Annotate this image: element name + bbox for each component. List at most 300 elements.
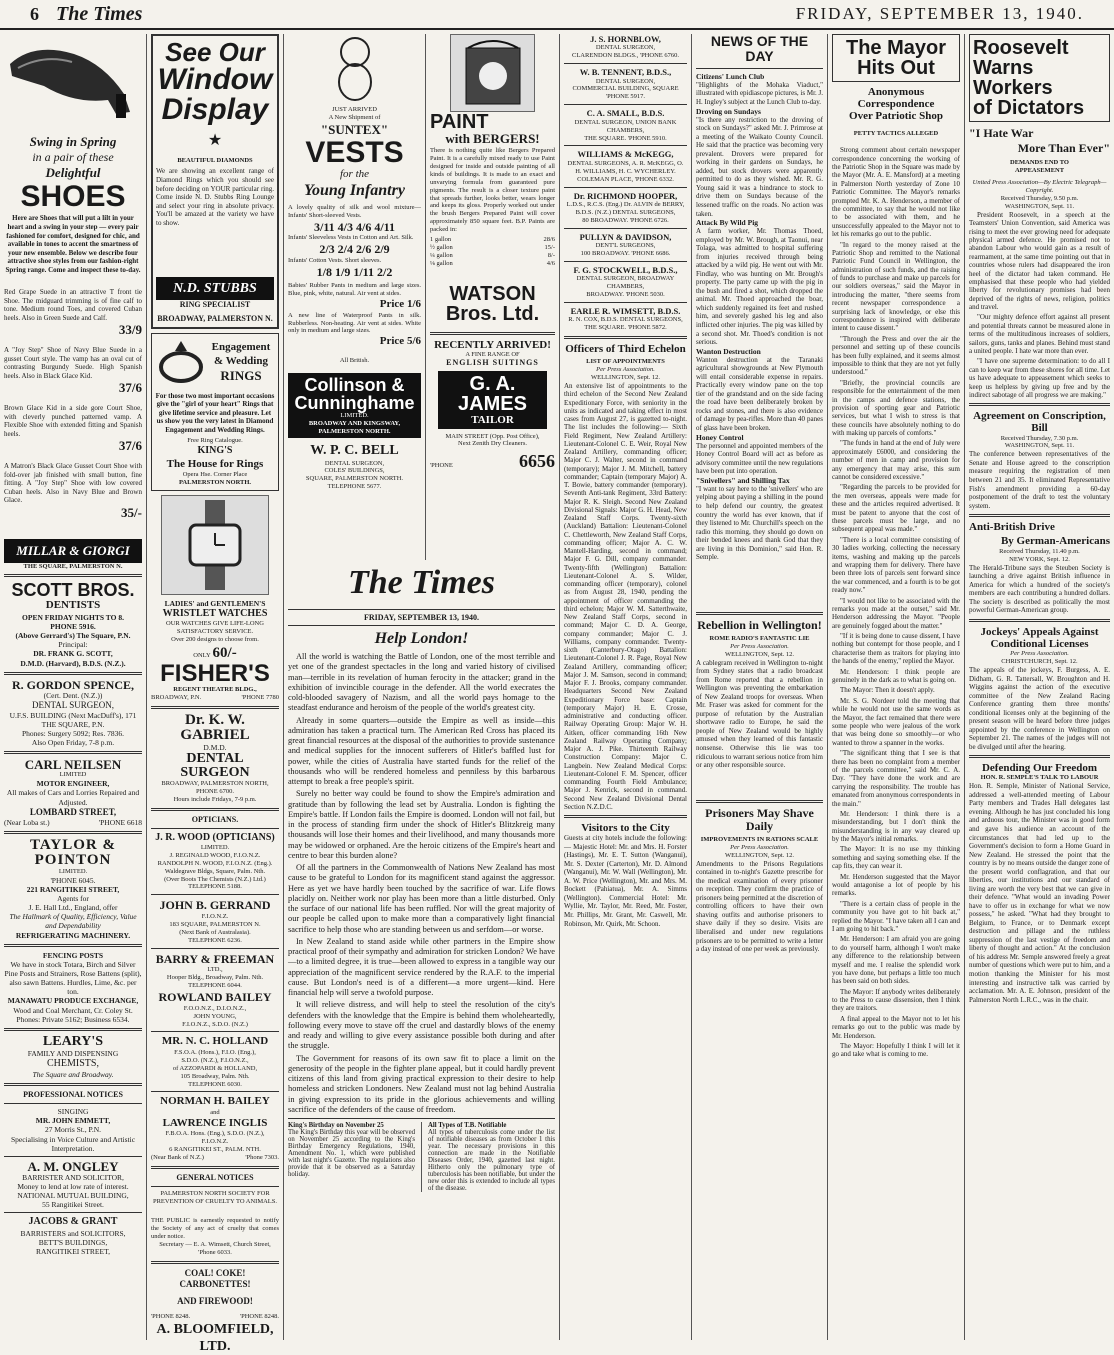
roosevelt-para: "I have one supreme determination: to do all I can to keep war from these shores for all time. Let us have adequate to appeasement which seeks to keep us helpless by giving up free and by the indirect sabotage of all progress we are making." <box>969 357 1110 399</box>
wood-line: J. REGINALD WOOD, F.I.O.N.Z. <box>169 851 261 859</box>
coal-line: 'PHONE 8248. <box>239 1313 279 1320</box>
column-7 <box>828 34 964 1340</box>
holland-line: 105 Broadway, Palm. Nth. <box>180 1072 250 1080</box>
stubbs-logo: N.D. STUBBS <box>156 277 274 300</box>
scott-line: PHONE 5916. <box>50 622 96 631</box>
leary-name: LEARY'S <box>42 1033 104 1049</box>
jockeys-text: The appeals of the jockeys, F. Burgess, A. E. Didham, G. R. Tattersall, W. Broughton and H. Wiggins against the action of the executive committee of the New Zealand Racing Conference granting them three months' conditional licenses only at the beginning of the present season will be heard before three judges appointed by the conference in Wellington on September 21. The names of the judges will not be divulged until after the hearing. <box>969 666 1110 751</box>
anti-british-received: Received Thursday, 11.40 p.m. <box>999 547 1080 555</box>
jockeys-dateline: CHRISTCHURCH, Sept. 12. <box>1001 658 1078 666</box>
paint-qty: ⅛ gallon <box>430 259 453 267</box>
leader-title: Help London! <box>374 630 469 647</box>
spca-line: PALMERSTON NORTH SOCIETY FOR PREVENTION OF CRUELTY TO ANIMALS. <box>152 1189 278 1205</box>
jacobs-grant-ad <box>4 1216 142 1256</box>
paint-qty: ½ gallon <box>430 244 453 252</box>
spence-line: Also Open Friday, 7-8 p.m. <box>31 738 115 748</box>
leader-masthead: The Times <box>348 564 495 601</box>
barry-name: BARRY & FREEMAN <box>155 951 275 966</box>
mayor-title: Hits Out <box>857 57 935 79</box>
conscription-text: The conference between representatives of the Senate and House agreed to the conscription measure requiring the registration of men between 21 and 35. It eliminated Representative Fish's amendment providing a 60-day postponement of the draft to test the voluntary system. <box>969 450 1110 510</box>
rebellion-title: Rebellion in Wellington! <box>697 617 822 632</box>
bell-ad <box>288 442 421 491</box>
recent-line: ENGLISH SUITINGS <box>446 358 539 367</box>
mayor-headline <box>832 34 960 82</box>
window-line-3: Display <box>161 93 269 126</box>
news-item-text: The personnel and appointed members of the Honey Control Board will act as before as advisory committee until the new regulations have been put into operation. <box>696 441 823 476</box>
officers-press: Per Press Association. <box>596 366 655 374</box>
officers-title: Officers of Third Echelon <box>565 343 686 356</box>
jacobs-name: JACOBS & GRANT <box>28 1216 118 1228</box>
mayor-para: "Briefly, the provincial councils are responsible for the entertainment of the men in the camps and defence stations, the provision of sporting gear and Patriotic services, but what I wish to stress is that these councils have absolutely nothing to do with making up parcels of comforts." <box>832 378 960 438</box>
mayor-para: "If it is being done to cause dissent, I have nothing but contempt for those people, and I characterise them as traitors for playing into the hands of the enemy," replied the Mayor. <box>832 632 960 666</box>
bell-line: COLES' BUILDINGS, <box>324 467 385 475</box>
tb-title: All Types of T.B. Notifiable <box>428 1122 507 1129</box>
shoe-item-3: Brown Glace Kid in a side gore Court Shoe, with cleverly punched patterned vamp. A Flexible Shoe with extended fitting and Spanish heels. <box>4 404 142 438</box>
dental-sub: DENTAL SURGEON, <box>595 77 656 85</box>
collinson-logo <box>288 373 421 439</box>
anti-british-text: The Herald-Tribune says the Steuben Society is launching a drive against British influence in America for which a hundred of the society's members are each contributing a hundred dollars. The society is described as politically the most powerful German-American group. <box>969 563 1110 615</box>
mayor-para: "Regarding the parcels to be provided for the men overseas, appeals were made for these and the articles required advertised. It must be patent to anyone that the cost of these parcels must be large, and no subsequent appeal was made." <box>832 483 960 534</box>
taylor-name: TAYLOR & POINTON <box>30 836 116 868</box>
scott-bros-ad <box>4 581 142 667</box>
suntex-line: JUST ARRIVED <box>332 106 377 114</box>
fencing-line: MANAWATU PRODUCE EXCHANGE, <box>7 996 139 1006</box>
suntex-line: for the <box>339 167 370 180</box>
paint-price: 4/6 <box>546 259 555 267</box>
ongley-line: NATIONAL MUTUAL BUILDING, <box>17 1191 129 1201</box>
ongley-name: A. M. ONGLEY <box>27 1158 119 1174</box>
opticians-title: OPTICIANS. <box>191 814 239 824</box>
mayor-para: The Mayor: If anybody writes deliberately to the Press to cause dissension, then I think they are traitors. <box>832 987 960 1013</box>
news-item-heading: Attack By Wild Pig <box>696 218 759 228</box>
leader-para: The Government for reasons of its own saw fit to place a limit on the generosity of the people in the fighter plane appeal, but it could hardly prevent citizens of this land from giving practical expression to their desire to help homeless and stricken Londoners. New Zealand must not lag behind Australia in giving expression to its pride in the glorious achievements and willing sacrifice of the defenders of the cause of freedom. <box>288 1053 555 1114</box>
anti-british-dateline: NEW YORK, Sept. 12. <box>1009 555 1070 563</box>
shoe-item-2: A "Joy Step" Shoe of Navy Blue Suede in a gusset Court style. The vamp has an oval cut of contrasting Burgundy Suede. High Spanish heels. Also in Black Glace Kid. <box>4 346 142 380</box>
leader-para: Already in some quarters—outside the Empire as well as inside—this admiration has taken a practical turn. The American Red Cross has placed its great financial resources at the disposal of the authorities to provide sustenance and medical supplies for the innocent sufferers of Hitler's baffled lust for power, while the cities of Australia have started funds for the relief of the thousands who will be rendered homeless and penniless by this barbarous attempt to break a free people's spirit. <box>288 715 555 786</box>
rowland-bailey-ad <box>151 990 279 1028</box>
kings-birthday-title: King's Birthday on November 25 <box>288 1122 384 1129</box>
suntex-ad <box>288 34 421 365</box>
gerrand-line: 183 SQUARE, PALMERSTON N. <box>169 920 261 928</box>
dental-item <box>564 149 687 183</box>
rowland-name: ROWLAND BAILEY <box>158 990 272 1005</box>
dental-item <box>564 67 687 101</box>
millar-address: THE SQUARE, PALMERSTON N. <box>23 562 123 570</box>
column-4-top <box>426 34 559 276</box>
engage-title: Engagement <box>211 341 271 354</box>
suntex-text: Infants' Cotton Vests. Short sleeves. <box>288 256 382 264</box>
dental-sub: DENTAL SURGEONS, A. R. McKEGG, O. H. WILLIAMS, H. C. WYCHERLEY. <box>567 159 684 175</box>
collinson-line: LIMITED. <box>340 411 369 419</box>
james-line: TAILOR <box>471 414 514 426</box>
fishers-name: FISHER'S <box>160 660 270 688</box>
mayor-subhead: PETTY TACTICS ALLEGED <box>853 130 939 138</box>
spence-name: R. GORDON SPENCE, <box>11 677 134 692</box>
news-of-the-day-title: NEWS OF THE DAY <box>710 33 809 65</box>
shoe-tagline-3: Delightful <box>45 164 101 180</box>
dental-addr: 100 BROADWAY. 'PHONE 6686. <box>580 249 671 257</box>
wristlet-only: ONLY <box>193 651 211 659</box>
officers-sub: LIST OF APPOINTMENTS <box>586 358 665 366</box>
dental-addr: 80 BROADWAY. 'PHONE 6726. <box>582 216 669 224</box>
bailey-line: LAWRENCE INGLIS <box>162 1116 268 1129</box>
news-item-text: Wanton destruction at the Taranaki agricultural showgrounds at New Plymouth will entail considerable expense in repairs. Practically every window pane on the top tier of the grandstand and on the side facing the road have been deliberately broken by rocks and stones, and there is also evidence of damage by pea-rifles. More than 40 panes of glass have been broken. <box>696 355 823 432</box>
kings-birthday-item <box>288 1122 415 1192</box>
roosevelt-press: United Press Association—By Electric Telegraph—Copyright. <box>972 179 1107 195</box>
prof-line: MR. JOHN EMMETT, <box>35 1116 111 1126</box>
news-item-text: A farm worker, Mr. Thomas Thoed, employed by Mr. W. Brough, at Taonui, near Tolaga, was admitted to hospital suffering from injuries received through being attacked by a wild pig. He went out with Mr. Findlay, who was hunting on Mr. Brough's property. The party came up with the pig in the bush and fired a shot, which dropped the animal. Mr. Thoed approached the boar, which suddenly regained its feet and rushed him, and severely gashed his leg and also inflicted other injuries. The pig was killed by a second shot. Mr. Thoed's condition is not serious. <box>696 227 823 347</box>
dental-addr: BROADWAY. 'PHONE 5030. <box>586 291 665 299</box>
leader-date: FRIDAY, SEPTEMBER 13, 1940. <box>364 613 479 622</box>
dental-item <box>564 265 687 299</box>
gabriel-name: Dr. K. W. GABRIEL <box>180 711 250 743</box>
leader-article <box>284 560 559 1340</box>
column-5 <box>560 34 691 1340</box>
mayor-para: "The significant thing that I see is that there has been no complaint from a member of the parcels committee," said Mr. C. A. Day. "They have done the work and are carrying the responsibility. The trouble has emanated from anonymous correspondents in the main." <box>832 749 960 808</box>
scott-line: DR. FRANK G. SCOTT, <box>33 649 113 659</box>
bailey-name: NORMAN H. BAILEY <box>160 1095 270 1108</box>
taylor-line: Agents for <box>57 894 89 904</box>
paint-price: 8/- <box>547 251 555 259</box>
scott-name: SCOTT BROS. <box>11 580 135 601</box>
shoe-price-4: 35/- <box>121 504 142 520</box>
anti-british-title: By German-Americans <box>1000 534 1110 547</box>
news-item-heading: Wanton Destruction <box>696 346 761 356</box>
watson-name: WATSON Bros. Ltd. <box>445 283 540 325</box>
freedom-title: Defending Our Freedom <box>981 762 1098 775</box>
shoe-price-3: 37/6 <box>118 438 142 454</box>
barry-line: TELEPHONE 6044. <box>188 982 242 990</box>
holland-name: MR. N. C. HOLLAND <box>161 1035 269 1048</box>
singing-ad <box>4 1107 142 1153</box>
column-6 <box>692 34 827 1340</box>
suntex-price: Price 5/6 <box>379 335 421 348</box>
millar-giorgi-logo: MILLAR & GIORGI <box>4 539 142 563</box>
bailey-line: (Near Bank of N.Z.) <box>151 1153 204 1161</box>
mayor-para: "In regard to the money raised at the Patriotic Shop and remitted to the National Patriotic Fund Council in Wellington, the administration of such funds, and the raising of funds to purchase and make up parcels for our soldiers overseas," said the Mayor in introducing the matter, "there seems from recent newspaper correspondence a surprising lack of knowledge, or else this correspondence is inspired with deliberate intent to cause dissent." <box>832 240 960 333</box>
holland-line: F.S.O.A. (Hons.), F.I.O. (Eng.), <box>174 1048 256 1056</box>
jacobs-line: RANGITIKEI STREET, <box>35 1246 110 1256</box>
scott-line: OPEN FRIDAY NIGHTS TO 8. <box>22 612 124 622</box>
column-8 <box>965 34 1114 1340</box>
mayor-sub: Anonymous Correspondence <box>857 86 935 111</box>
conscription-received: Received Thursday, 7.30 p.m. <box>1000 434 1079 442</box>
mayor-para: The Mayor: It is no use my thinking something and saying something else. If the cap fits, they can wear it. <box>832 845 960 871</box>
dental-name: C. A. SMALL, B.D.S. <box>586 108 665 119</box>
shoe-title: SHOES <box>20 180 126 214</box>
window-line-2: Window <box>157 63 273 96</box>
james-phone-label: 'PHONE <box>430 462 453 469</box>
column-1 <box>0 34 146 1340</box>
paper-name: The Times <box>56 2 143 25</box>
holland-ad <box>151 1035 279 1088</box>
stubbs-window-ad <box>151 34 279 329</box>
officers-dateline: WELLINGTON, Sept. 12. <box>590 374 661 382</box>
column-4-mid <box>426 276 559 506</box>
ongley-line: 55 Rangitikei Street. <box>42 1200 104 1210</box>
gerrand-ad <box>151 898 279 944</box>
gerrand-line: F.I.O.N.Z. <box>201 912 229 920</box>
paint-title: PAINT <box>430 111 489 133</box>
coal-line: 'PHONE 8248. <box>151 1313 191 1320</box>
officers-text: An extensive list of appointments to the third echelon of the Second New Zealand Expeditionary Force, with seniority in the units as indicated and taking effect in most cases from August 27, is gazetted to-night. The list includes the following:— Sixth Field Regiment, New Zealand Artillery: Lieutenant-Colonel C. E. Weir, Royal New Zealand Artillery, commanding officer; Major C. J. Walter, second in command (temporary); Major J. M. Mitchell, battery commander; Captain (temporary Major) A. T. Bowie, battery commander (temporary). Seventh Anti-tank Regiment, 33rd Battery: Major R. K. Sleigh. Second New Zealand Divisional Signals: Major G. H. Head, New Zealand Staff Corps. Twenty-sixth (Auckland) Battalion: Lieutenant-Colonel C. Chettleworth, New Zealand Staff Corps, commanding officer; Major A. C. W. Mantell-Harding, second in command; Major F. G. Dill, company commander. Twenty-fifth (Wellington) Battalion: Lieutenant-Colonel A. S. Wilder, commanding officer (temporary), colonel as from August 28, 1940, pending the appointment of officer commanding the third echelon; Major W. M. Satterthwaite, New Zealand Staff Corps, second in command; Major C. D. A. George, company commander; Major C. J. Williams, company commander. Twenty-sixth (Canterbury-Otago) Battalion: Lieutenant-Colonel J. R. Page, Royal New Zealand Artillery, commanding officer; Major J. M. Samson, second in command; Major F. J. Brooks, company commander. Headquarters Second New Zealand Expeditionary Force base: Captain (temporary Major) H. E. Crosse, administrative and conducting officer. Railway Operating Group: Major W. H. Aitken, officer commanding 16th New Zealand Railway Operating Company; Major A. J. Pike. Thirteenth Railway Construction Company: Major C. Langbein. New Zealand Medical Corps: Lieutenant-Colonel F. M. Spencer, officer commanding Fourth Field Ambulance; Major J. Kenrick, second in command. Second New Zealand Divisional Dental Section N.Z.D.C. <box>564 382 687 811</box>
dental-addr: COLEMAN PLACE, 'PHONE 6332. <box>577 175 674 183</box>
freedom-sub: HON. R. SEMPLE'S TALK TO LABOUR <box>980 774 1099 782</box>
coal-line: COAL! COKE! CARBONETTES! <box>179 1268 251 1290</box>
rebellion-sub: ROME RADIO'S FANTASTIC LIE <box>709 634 810 642</box>
fencing-line: Wood and Coal Merchant, Cr. Coley St. <box>13 1005 133 1015</box>
engage-line: Free Ring Catalogue. <box>187 437 243 445</box>
fishers-line: BROADWAY, P.N. <box>151 694 202 702</box>
prisoners-sub: IMPROVEMENTS IN RATIONS SCALE <box>700 835 819 843</box>
jockeys-press: Per Press Association. <box>1010 650 1069 658</box>
suntex-text: A new line of Waterproof Pants in silk. Rubberless. Non-heating. Air vent at sides. White only in medium and large sizes. <box>288 311 421 335</box>
collinson-line: Cunninghame <box>294 392 415 413</box>
news-item-heading: Honey Control <box>696 432 744 442</box>
leader-para: It will relieve distress, and will help to steel the resolution of the city's defenders with the knowledge that the Empire is behind them wholeheartedly, following every move to stave off the cruel and dastardly blows of the enemy and ready and willing to give every assistance possible both during and after the struggle. <box>288 1000 555 1051</box>
window-text: We are showing an excellent range of Diamond Rings which you should see before deciding on YOUR particular ring. Come inside N. D. Stubbs Ring Lounge and select your ring in absolute privacy. You'll be amazed at the variety we have to show. <box>156 167 274 227</box>
dental-addr: CLARENDON BLDGS., 'PHONE 6760. <box>572 52 679 60</box>
bailey-line: 6 RANGITIKEI ST., PALM. NTH. <box>169 1146 261 1154</box>
roosevelt-quote: "I Hate War <box>969 126 1034 140</box>
gabriel-line: D.M.D. <box>203 742 227 752</box>
roosevelt-sub: APPEASEMENT <box>1014 167 1065 175</box>
dental-sub: DENTAL SURGEON, UNION BANK CHAMBERS, <box>574 118 677 134</box>
dental-sub: R. N. COX, B.D.S. DENTAL SURGEONS, <box>568 316 683 324</box>
paint-tin-illustration <box>450 34 535 112</box>
column-2 <box>147 34 283 1354</box>
roosevelt-sub: DEMANDS END TO <box>1010 159 1069 167</box>
freedom-text: Hon. R. Semple, Minister of National Service, addressed a well-attended meeting of Labour Party members and Trades Hall delegates last evening. Although he has just concluded his long and arduous tour, the Minister was in good form and gave his audience an account of the circumstances that had led up to the Government's decision to form a Home Guard in New Zealand. He stressed the point that the country is by no means outside the danger zone of the present world conflagration, and that our liberties, our institutions and our standard of living are worth the very best that we can give in their defence. "What would an invading Power have to offer us in exchange for what we now possess," he asked. "What had they brought to Belgium, to France, or to Denmark except destruction and pillage and the ruthless suppression of the last vestige of freedom and liberty of thought and action." At the conclusion of his address Mr. Semple answered freely a great number of questions which were put to him, and a motion thanking the Minister for his most interesting and instructive talk was carried by acclamation. Mr. A. E. Johnson, president of the Palmerston North L.R.C., was in the chair. <box>969 782 1110 1004</box>
bell-line: DENTAL SURGEON, <box>324 459 385 467</box>
paint-price: 28/6 <box>543 236 555 244</box>
recent-line: A FINE RANGE OF <box>465 351 520 358</box>
news-item-text: "Highlights of the Mohaka Viaduct," illustrated with epidiascope pictures, is Mr. J. H. Ingley's subject at the Lunch Club to-day. <box>696 80 823 106</box>
wood-line: (Over Boots The Chemists (N.Z.) Ltd.) <box>164 875 266 883</box>
barry-freeman-ad <box>151 952 279 990</box>
shoe-item-4: A Matron's Black Glace Gusset Court Shoe with fold-over jab finished with small button, fine fitting. A "Joy Step" Shoe with low covered Cuban heels. Also in Navy Blue and Brown Glace. <box>4 462 142 505</box>
mayor-title: The Mayor <box>845 37 947 59</box>
engage-line: KING'S <box>197 445 233 457</box>
taylor-line: REFRIGERATING MACHINERY. <box>15 930 131 940</box>
prisoners-text: Amendments to the Prisons Regulations contained in to-night's Gazette prescribe for the medical examination of every prisoner on reception. They confirm the practice of prisoners being permitted at the discretion of controlling officers to have their own shaving outfits and authorise prisoners to shave daily if they so desire. Visits are liberalised and under new regulations prisoners are to be permitted to write a letter a day instead of one per week as previously. <box>696 859 823 954</box>
suntex-text: Infants' Sleeveless Vests in Cotton and Art. Silk. <box>288 234 414 242</box>
neilsen-line: (Near Loba st.) <box>4 817 50 827</box>
shoe-price-1: 33/9 <box>118 322 142 338</box>
dental-addr: THE SQUARE. 'PHONE 5872. <box>584 324 667 332</box>
mayor-sub: Over Patriotic Shop <box>849 110 943 123</box>
barry-line: Hooper Bldg., Broadway, Palm. Nth. <box>166 974 264 982</box>
rowland-line: JOHN YOUNG, <box>193 1012 237 1020</box>
page-header <box>0 0 1114 30</box>
bailey-inglis-ad <box>151 1095 279 1161</box>
gerrand-line: TELEPHONE 6236. <box>188 936 242 944</box>
taylor-line: The Hallmark of Quality, Efficiency, Value and Dependability <box>9 912 137 931</box>
taylor-line: 'PHONE 6045. <box>50 875 96 885</box>
engage-text: For those two most important occasions give the "girl of your heart" Rings that give lifetime service and pleasure. Let us show you the very latest in Diamond Engagement and Wedding Rings. <box>155 391 275 434</box>
gabriel-line: DENTAL SURGEON <box>180 751 250 781</box>
spca-line: THE PUBLIC is earnestly requested to notify the Society of any act of cruelty that comes under notice. <box>151 1217 279 1241</box>
james-logo <box>438 371 547 429</box>
bailey-line: F.B.O.A. Hons. (Eng.), S.D.O. (N.Z.), <box>165 1130 265 1138</box>
wood-name: J. R. WOOD (OPTICIANS) <box>155 831 275 843</box>
dental-sub: DENTAL SURGEON, BROADWAY CHAMBERS, <box>576 275 675 291</box>
rebellion-text: A cablegram received in Wellington to-night from Sydney states that a radio broadcast from Rome reported that a rebellion in Wellington was preventing the embarkation of New Zealand troops for overseas. When Mr. Fraser was asked for comment for the purpose of refutation by the Australian shortwave radio to Europe, he said the people of New Zealand would be highly amused when they learned of this fantastic nonsense. Otherwise this lie was too ridiculous to warrant serious notice from him or any other responsible source. <box>696 658 823 770</box>
neilsen-line: All makes of Cars and Lorries Repaired and Adjusted. <box>6 788 140 807</box>
suntex-line: All British. <box>339 356 370 364</box>
mayor-para: "There is a local committee consisting of 30 ladies working, collecting the necessary items, washing and making up the parcels and wrapping them for delivery. There have been three lots of parcels sent forward since the war commenced, and a fourth is to be got ready now." <box>832 535 960 595</box>
fishers-line: REGENT THEATRE BLDG., <box>173 686 257 694</box>
prof-line: 27 Morris St., P.N. <box>44 1125 102 1135</box>
wood-line: Waldegrave Bldgs, Square, Palm. Nth. <box>164 867 266 875</box>
kings-birthday-text: The King's Birthday this year will be observed on November 25 according to the King's Birthday Emergency Regulations, 1940, Amendment No. 1, which were published with last night's Gazette. The regulations also provide that it be observed as a Saturday holiday. <box>288 1129 415 1178</box>
wristlet-line: Over 200 designs to choose from. <box>171 635 259 643</box>
neilsen-line: LOMBARD STREET, <box>29 806 117 817</box>
rowland-line: F.O.O.N.Z., D.I.O.N.Z., <box>183 1004 247 1012</box>
scott-sub: DENTISTS <box>45 599 101 612</box>
dental-item <box>564 306 687 332</box>
leary-ad <box>4 1035 142 1079</box>
suntex-brand: "SUNTEX" <box>320 121 389 137</box>
roosevelt-title: Warns <box>973 57 1034 79</box>
dental-name: W. B. TENNENT, B.D.S., <box>579 67 672 78</box>
roosevelt-received: Received Thursday, 9.50 p.m. <box>1000 194 1079 202</box>
page-number: 6 <box>30 3 39 24</box>
wristlet-line: WRISTLET WATCHES <box>162 607 268 619</box>
stubbs-address: BROADWAY, PALMERSTON N. <box>157 313 273 323</box>
spence-line: Phones: Surgery 5092; Res. 7836. <box>22 729 124 739</box>
prisoners-title: Prisoners May Shave Daily <box>705 805 814 833</box>
dental-name: WILLIAMS & McKEGG, <box>577 149 674 160</box>
paint-price: 15/- <box>544 244 555 252</box>
neilsen-line: MOTOR ENGINEER, <box>36 779 110 789</box>
gerrand-line: (Next Bank of Australasia). <box>179 928 251 936</box>
prof-line: SINGING <box>57 1107 89 1117</box>
mayor-para: Mr. Henderson suggested that the Mayor would antagonise a lot of people by his remarks. <box>832 872 960 898</box>
dental-name: Dr. RICHMOND HOOPER, <box>573 190 678 201</box>
watch-icon <box>180 500 250 590</box>
news-item-heading: Citizens' Lunch Club <box>696 71 765 81</box>
scott-line: (Above Gerrard's) The Square, P.N. <box>15 631 131 641</box>
visitors-text: Guests at city hotels include the following:— Majestic Hotel: Mr. and Mrs. H. Forster (Hastings), Mr. E. T. Sutton (Wanganui), Mr. S. Dexter (Carterton), Mr. D. Almond (Wanganui), Mr. W. Wall (Wellington), Mr. A. W. Price (Wellington), Mr. and Mrs. M. Bockett (Pahiatua), Mr. A. Simms (Wellington). Commercial Hotel: Mr. Wyllie, Mr. Taylor, Mr. Reed, Mr. Foster, Mr. Phillips, Mr. Grant, Mr. Caswell, Mr. Robinson, Mr. Quirk, Mr. Schoon. <box>564 834 687 928</box>
gabriel-line: BROADWAY, PALMERSTON NORTH, PHONE 6700. <box>161 780 269 796</box>
conscription-title: Agreement on Conscription, Bill <box>973 410 1106 435</box>
engage-line: Opera Hse. Corner Place <box>182 470 248 478</box>
diamonds-sub: BEAUTIFUL DIAMONDS <box>177 156 253 164</box>
stubbs-sub: RING SPECIALIST <box>179 300 251 310</box>
mayor-para: The Mayor: Then it doesn't apply. <box>840 686 935 695</box>
james-line: MAIN STREET (Opp. Post Office), <box>445 433 540 440</box>
leader-para: All the world is watching the Battle of London, one of the most terrible and yet one of the grandest spectacles in the long and varied history of civilised man—terrible in its revelation of human ferocity in the attacker; grand in the exhibition of invincible courage in the defender. All the world execrates the cold-blooded savagery of Nazism, and all the world pays homage to the steadfast endurance and heroism of the people of the world's greatest city. <box>288 652 555 713</box>
mayor-para: "There is a certain class of people in the community you have got to hit back at," replied the Mayor. "I have taken all I can and I am going to hit back." <box>832 899 960 933</box>
barry-line: LTD., <box>207 966 223 974</box>
roosevelt-title: of Dictators <box>973 97 1085 119</box>
roosevelt-title: Roosevelt <box>973 37 1069 59</box>
spca-notice <box>151 1190 279 1257</box>
dental-listings <box>564 34 687 332</box>
bloomfield-name: A. BLOOMFIELD, LTD. <box>156 1321 274 1354</box>
wood-line: LIMITED. <box>200 843 230 851</box>
kings-rings-ad <box>151 333 279 491</box>
shoe-item-1: Red Grape Suede in an attractive T front tie Shoe. The midguard trimming is of fine calf to tone. Medium round Toes, and covered Cuban heels. Also in Green Suede and Calf. <box>4 288 142 322</box>
conscription-dateline: WASHINGTON, Sept. 11. <box>1004 442 1075 450</box>
wood-line: RANDOLPH N. WOOD, F.I.O.N.Z. (Eng.). <box>157 859 273 867</box>
james-line: G. A. JAMES <box>458 373 527 415</box>
taylor-pointon-ad <box>4 838 142 940</box>
engage-title: & Wedding <box>214 354 268 367</box>
gabriel-ad <box>151 713 279 804</box>
roosevelt-para: President Roosevelt, in a speech at the Teamsters' Union Convention, said America was rising to meet the ever growing need for adequate physical armed defence. He promised not to abandon Labour who would gain as a result of rearmament, at the same time pointing out that in countries whose rulers had disappeared the iron heel of the dictator had taken command. He emphasised that these people who had yielded liberty for revolutionary promises had been deprived of the rights of news, religion, politics and travel. <box>969 210 1110 312</box>
prof-line: Specialising in Voice Culture and Artistic Interpretation. <box>10 1134 136 1153</box>
ongley-line: Money to lend at low rate of interest. <box>17 1181 129 1191</box>
wood-line: TELEPHONE 5188. <box>188 883 242 891</box>
shoe-tagline-1: Swing in Spring <box>29 134 117 150</box>
jacobs-line: BARRISTERS and SOLICITORS, <box>20 1228 126 1238</box>
dental-sub: L.D.S., R.C.S. (Eng.) Dr. ALVIN de BERRY, B.D.S. (N.Z.) DENTAL SURGEONS, <box>566 200 685 216</box>
suntex-text: Babies' Rubber Pants in medium and large sizes. Blue, pink, white, natural. Air vent at sides. <box>288 282 421 298</box>
spence-line: U.F.S. BUILDING (Next MacDuff's), 171 THE SQUARE, P.N. <box>9 710 137 729</box>
wristlet-line: OUR WATCHES GIVE LIFE-LONG SATISFACTORY SERVICE. <box>166 620 264 635</box>
spence-line: (Cert. Dent. (N.Z.)) <box>43 690 103 700</box>
visitors-title: Visitors to the City <box>581 822 670 835</box>
page-date: FRIDAY, SEPTEMBER 13, 1940. <box>795 4 1084 23</box>
dental-item <box>564 34 687 60</box>
news-item-text: "Is there any restriction to the droving of stock on Sundays?" asked Mr. J. Primrose at a meeting of the Waikato County Council. He said that the practice was becoming very prevalent. Drovers were prepared for working in their gardens on Sundays, he added, but stock drovers were apparently permitted to do as they wished. Mr. R. G. Young said it was a hindrance to stock to drive them on Sundays because of the lessened traffic on the roads. No action was taken. <box>696 115 823 218</box>
dental-item <box>564 191 687 225</box>
scott-line: Principal: <box>58 640 88 650</box>
wood-ad <box>151 832 279 892</box>
suntex-vests: VESTS <box>305 135 404 169</box>
news-item-heading: Droving on Sundays <box>696 106 761 116</box>
shoe-ad <box>4 34 142 521</box>
holland-line: S.D.O. (N.Z.), F.I.O.N.Z., <box>181 1056 249 1064</box>
window-line-1: See Our <box>165 37 265 67</box>
leary-line: The Square and Broadway. <box>32 1070 114 1080</box>
spence-line: DENTAL SURGEON, <box>32 699 114 710</box>
fishers-ad <box>151 599 279 702</box>
dental-addr: THE SQUARE. 'PHONE 5910. <box>584 134 667 142</box>
shoe-tagline-2: in a pair of these <box>32 150 114 164</box>
fishers-line: 'PHONE 7780 <box>241 694 279 702</box>
fencing-line: FENCING POSTS <box>42 950 104 960</box>
engage-title: RINGS <box>220 368 262 384</box>
mayor-para: Mr. Henderson: I am afraid you are going to do yourself harm, although I won't make any difference to the relationship between myself and me. I realise the splendid work you have done, but perhaps a little too much has been said on both sides. <box>832 935 960 986</box>
ongley-line: BARRISTER AND SOLICITOR, <box>22 1172 124 1182</box>
general-notices-title: GENERAL NOTICES <box>176 1172 254 1182</box>
shoe-illustration <box>4 34 140 132</box>
suntex-price: Price 1/6 <box>379 298 421 311</box>
suntex-sizes: 3/11 4/3 4/6 4/11 <box>313 219 395 234</box>
paint-tin-icon <box>458 38 528 108</box>
taylor-line: LIMITED. <box>58 867 88 875</box>
prisoners-dateline: WELLINGTON, Sept. 12. <box>724 851 795 859</box>
mayor-para: "The funds in hand at the end of July were approximately £6000, and considering the number of men in camp and provision for any emergency that may arise, this sum cannot be considered excessive." <box>832 439 960 482</box>
suntex-line: A New Shipment of <box>328 114 381 122</box>
dental-item <box>564 232 687 258</box>
mayor-para: The Mayor: Hopefully I think I will let it go and take what is coming to me. <box>832 1042 960 1059</box>
leader-para: In New Zealand to stand aside while other partners in the Empire show practical proof of their sympathy and admiration for stricken London? We have—to a limited degree, it is true—been allowed to express in a tangible way our appreciation of the magnificent service rendered by the R.A.F. to the imperial cause. But London's need is of a different—a more urgent—kind. Here financial help will serve a twofold purpose. <box>288 936 555 997</box>
prisoners-press: Per Press Association. <box>730 843 789 851</box>
collinson-line: Collinson & <box>304 374 405 395</box>
gerrand-name: JOHN B. GERRAND <box>159 898 271 913</box>
suntex-text: A lovely quality of silk and wool mixture—Infants' Short-sleeved Vests. <box>288 203 421 219</box>
suntex-line: Young Infantry <box>304 182 405 200</box>
baby-icon <box>325 34 385 104</box>
mayor-para: Strong comment about certain newspaper correspondence concerning the working of the Patriotic Shop in the Square was made by the Mayor (Mr. A. E. Mansford) at a meeting in Palmerston North yesterday of Zone 10 Patriotic Committee. The Mayor's remarks prompted Mr. K. A. Henderson, a member of the committee, to say that he would not like to be associated with them, and he unsuccessfully appealed to the Mayor not to let his remarks go out to the public. <box>832 146 960 239</box>
engage-line: PALMERSTON NORTH. <box>178 478 252 486</box>
anti-british-title: Anti-British Drive <box>969 521 1055 534</box>
roosevelt-dateline: WASHINGTON, Sept. 11. <box>1004 202 1075 210</box>
